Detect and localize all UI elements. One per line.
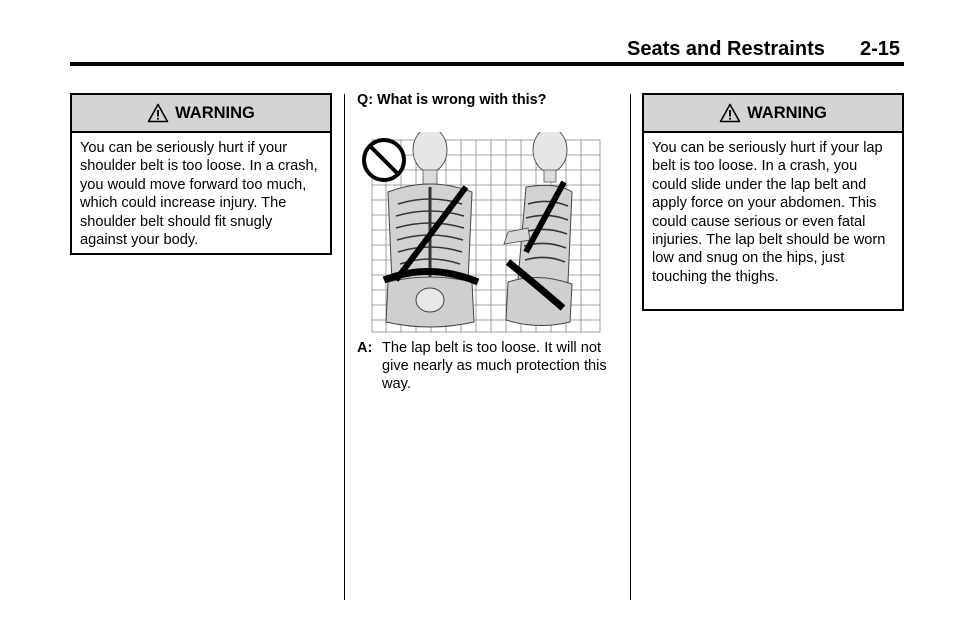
warning-heading: WARNING — [747, 103, 827, 122]
warning-header — [72, 95, 330, 133]
section-title: Seats and Restraints — [627, 38, 825, 60]
shoulder-belt-warning-box — [70, 93, 332, 255]
column-divider-right — [630, 94, 631, 600]
side-view-figure — [504, 132, 572, 326]
warning-heading: WARNING — [175, 103, 255, 122]
header-rule — [70, 62, 904, 66]
question-text: Q: What is wrong with this? — [357, 92, 547, 108]
warning-triangle-icon — [719, 103, 741, 123]
lap-belt-warning-box — [642, 93, 904, 311]
column-divider-left — [344, 94, 345, 600]
answer-block — [357, 339, 607, 394]
answer-text: The lap belt is too loose. It will not give nearly as much protection this way. — [382, 340, 607, 393]
warning-body-text: You can be seriously hurt if your lap belt is too loose. In a crash, you could slide under the lap belt and apply force on your abdomen. This could cause serious or even fatal injuries. The lap belt should be worn low and snug on the hips, just touching the thighs. — [652, 140, 886, 285]
warning-header — [644, 95, 902, 133]
answer-label: A: — [357, 340, 373, 356]
page-number: 2-15 — [860, 38, 901, 60]
prohibition-sign-icon — [364, 140, 404, 180]
warning-triangle-icon — [147, 103, 169, 123]
warning-body-text: You can be seriously hurt if your shoulder belt is too loose. In a crash, you would move forward too much, which could increase injury. The shoulder belt should fit snugly against your body. — [80, 140, 318, 249]
loose-lap-belt-illustration — [358, 132, 608, 335]
